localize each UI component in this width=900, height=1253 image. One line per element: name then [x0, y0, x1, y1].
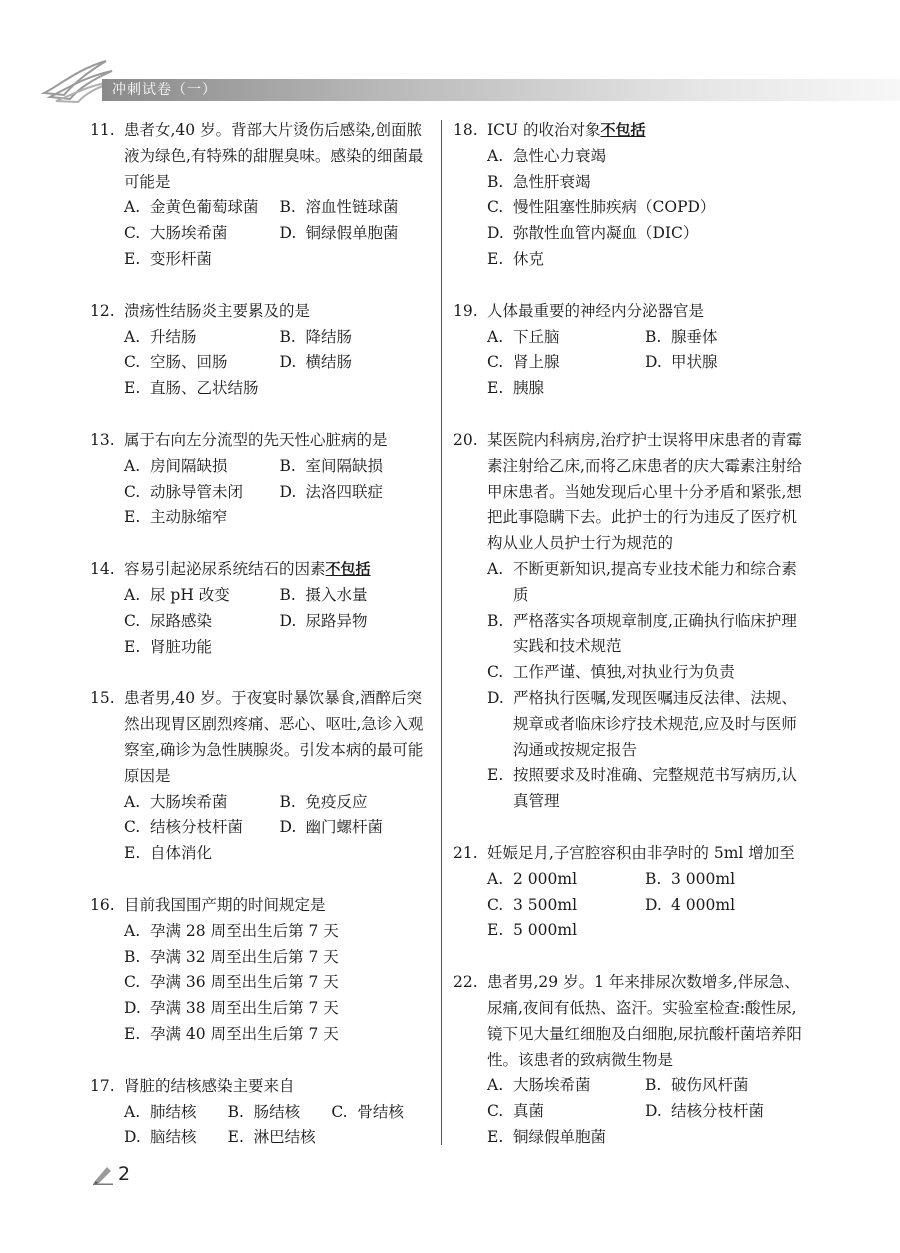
option-letter: C. [487, 1102, 504, 1121]
option-letter: D. [279, 611, 297, 630]
options-list [487, 867, 803, 944]
option-letter: A. [487, 869, 504, 888]
answer-option [124, 815, 280, 841]
answer-option [124, 480, 280, 506]
option-letter: C. [124, 353, 141, 372]
answer-option [487, 893, 645, 919]
option-letter: D. [487, 224, 504, 243]
answer-option [124, 247, 280, 273]
answer-option [124, 1100, 228, 1126]
question-item [453, 118, 803, 273]
option-text: 下丘脑 [513, 327, 560, 346]
answer-option [487, 918, 645, 944]
answer-option [124, 583, 280, 609]
answer-option [487, 867, 645, 893]
option-text: 破伤风杆菌 [671, 1076, 749, 1095]
option-text: 结核分枝杆菌 [671, 1102, 765, 1121]
answer-option [124, 221, 280, 247]
question-text [124, 428, 435, 454]
question-text [487, 428, 803, 557]
options-list [124, 454, 435, 531]
question-item [90, 118, 435, 273]
option-letter: B. [124, 947, 141, 966]
option-text: 急性肝衰竭 [513, 172, 591, 191]
answer-option [280, 454, 436, 480]
option-letter: D. [124, 1128, 141, 1147]
answer-option [124, 454, 280, 480]
page-header [40, 55, 860, 105]
option-letter: E. [487, 379, 504, 398]
option-text: 空肠、回肠 [150, 353, 228, 372]
answer-option [487, 1099, 645, 1125]
answer-option [124, 609, 280, 635]
question-stem-text: 肾脏的结核感染主要来自 [124, 1076, 295, 1095]
answer-option [124, 1125, 228, 1151]
option-letter: A. [124, 921, 141, 940]
option-text: 主动脉缩窄 [150, 508, 228, 527]
option-letter: C. [124, 611, 141, 630]
option-letter: E. [124, 637, 141, 656]
options-list [487, 325, 803, 402]
option-text: 3 500ml [513, 895, 578, 914]
option-letter: A. [124, 1102, 141, 1121]
answer-option [124, 350, 280, 376]
answer-option [124, 325, 280, 351]
option-text: 4 000ml [671, 895, 736, 914]
option-letter: D. [645, 1102, 662, 1121]
question-stem-text: 患者男,29 岁。1 年来排尿次数增多,伴尿急、尿痛,夜间有低热、盗汗。实验室检查:酸性尿,镜下见大量红细胞及白细胞,尿抗酸杆菌培养阳性。该患者的致病微生物是 [487, 973, 802, 1069]
option-letter: C. [487, 353, 504, 372]
answer-option [487, 376, 645, 402]
option-text: 弥散性血管内凝血（DIC） [513, 224, 699, 243]
option-text: 大肠埃希菌 [150, 224, 228, 243]
question-stem [90, 428, 435, 454]
answer-option [124, 505, 280, 531]
option-text: 2 000ml [513, 869, 578, 888]
option-text: 急性心力衰竭 [513, 146, 607, 165]
option-text: 自体消化 [150, 844, 213, 863]
option-text: 腺垂体 [671, 327, 718, 346]
answer-option [645, 350, 803, 376]
option-letter: E. [124, 508, 141, 527]
option-text: 肾上腺 [513, 353, 560, 372]
question-item [453, 299, 803, 402]
question-stem-text: 属于右向左分流型的先天性心脏病的是 [124, 430, 388, 449]
question-item [90, 299, 435, 402]
option-text: 肾脏功能 [150, 637, 213, 656]
answer-option [487, 660, 803, 686]
question-text [124, 557, 435, 583]
option-letter: A. [124, 327, 141, 346]
question-item [90, 686, 435, 867]
right-column [453, 118, 803, 1177]
option-letter: B. [645, 1076, 662, 1095]
option-text: 降结肠 [305, 327, 353, 346]
option-text: 肺结核 [150, 1102, 197, 1121]
question-stem [90, 118, 435, 195]
option-letter: A. [487, 1076, 504, 1095]
question-text [487, 118, 803, 144]
option-letter: C. [331, 1102, 348, 1121]
options-list [124, 1100, 435, 1152]
option-letter: C. [487, 895, 504, 914]
question-number: 19. [453, 301, 478, 320]
answer-option [124, 945, 435, 971]
answer-option [487, 1125, 645, 1151]
option-text: 铜绿假单胞菌 [305, 224, 399, 243]
question-item [453, 841, 803, 944]
question-stem [90, 1074, 435, 1100]
question-text [487, 970, 803, 1073]
option-letter: A. [487, 146, 504, 165]
option-letter: B. [645, 869, 662, 888]
answer-option [487, 144, 803, 170]
question-text [124, 118, 435, 195]
question-stem [90, 893, 435, 919]
answer-option [124, 195, 280, 221]
answer-option [487, 195, 803, 221]
option-text: 摄入水量 [305, 585, 368, 604]
option-letter: E. [124, 379, 141, 398]
answer-option [331, 1100, 435, 1126]
question-item [90, 428, 435, 531]
answer-option [487, 763, 803, 815]
answer-option [487, 247, 803, 273]
option-text: 严格执行医嘱,发现医嘱违反法律、法规、规章或者临床诊疗技术规范,应及时与医师沟通或按规定报告 [513, 688, 797, 759]
option-text: 升结肠 [150, 327, 197, 346]
answer-option [280, 195, 436, 221]
option-text: 甲状腺 [671, 353, 718, 372]
answer-option [487, 1073, 645, 1099]
option-letter: D. [487, 688, 504, 707]
question-stem [453, 118, 803, 144]
answer-option [280, 815, 436, 841]
question-number: 12. [90, 301, 115, 320]
options-list [124, 919, 435, 1048]
question-stem-text: 溃疡性结肠炎主要累及的是 [124, 301, 311, 320]
option-letter: B. [279, 327, 296, 346]
option-text: 慢性阻塞性肺疾病（COPD） [513, 198, 716, 217]
question-number: 11. [90, 121, 115, 139]
option-text: 骨结核 [357, 1102, 404, 1121]
option-text: 大肠埃希菌 [150, 792, 228, 811]
options-list [124, 195, 435, 272]
option-text: 工作严谨、慎独,对执业行为负责 [513, 663, 735, 682]
question-number: 20. [453, 430, 478, 449]
option-text: 按照要求及时准确、完整规范书写病历,认真管理 [513, 766, 797, 811]
answer-option [124, 1022, 435, 1048]
option-text: 尿路感染 [150, 611, 213, 630]
question-stem-text: 人体最重要的神经内分泌器官是 [487, 301, 705, 320]
option-letter: E. [124, 844, 141, 863]
question-item [453, 428, 803, 815]
question-number: 16. [90, 895, 115, 914]
option-text: 铜绿假单胞菌 [513, 1127, 607, 1146]
question-number: 14. [90, 560, 115, 579]
option-letter: B. [279, 456, 296, 475]
option-letter: C. [487, 198, 504, 217]
question-item [90, 893, 435, 1048]
option-text: 幽门螺杆菌 [305, 818, 384, 837]
question-number: 22. [453, 973, 478, 992]
question-item [90, 557, 435, 660]
option-letter: E. [487, 249, 504, 268]
question-stem-text: 妊娠足月,子宫腔容积由非孕时的 5ml 增加至 [487, 843, 795, 862]
option-text: 室间隔缺损 [305, 456, 384, 475]
option-letter: B. [227, 1102, 244, 1121]
question-text [124, 893, 435, 919]
option-text: 不断更新知识,提高专业技术能力和综合素质 [513, 559, 797, 604]
answer-option [280, 790, 436, 816]
answer-option [124, 970, 435, 996]
option-text: 孕满 38 周至出生后第 7 天 [150, 999, 339, 1018]
option-letter: B. [487, 172, 504, 191]
question-stem-text: 容易引起泌尿系统结石的因素 [124, 560, 326, 579]
options-list [124, 583, 435, 660]
answer-option [124, 919, 435, 945]
answer-option [487, 170, 803, 196]
question-stem [453, 970, 803, 1073]
section-title: 冲刺试卷（一） [112, 82, 217, 98]
question-stem [90, 557, 435, 583]
option-text: 结核分枝杆菌 [150, 818, 244, 837]
page-footer [92, 1163, 130, 1185]
options-list [487, 1073, 803, 1150]
option-text: 尿 pH 改变 [150, 585, 230, 604]
option-text: 孕满 32 周至出生后第 7 天 [150, 947, 339, 966]
option-letter: B. [279, 585, 296, 604]
question-stem [90, 299, 435, 325]
answer-option [645, 1073, 803, 1099]
option-text: 胰腺 [513, 379, 545, 398]
question-number: 18. [453, 121, 478, 139]
answer-option [645, 325, 803, 351]
option-letter: C. [124, 973, 141, 992]
answer-option [487, 609, 803, 661]
option-letter: A. [487, 559, 504, 578]
option-text: 动脉导管未闭 [150, 482, 244, 501]
answer-option [124, 790, 280, 816]
option-letter: C. [124, 818, 141, 837]
options-list [487, 144, 803, 273]
question-emphasis: 不包括 [600, 121, 646, 139]
question-stem-text: 患者女,40 岁。背部大片烫伤后感染,创面脓液为绿色,有特殊的甜腥臭味。感染的细菌最可能是 [124, 121, 424, 191]
answer-option [487, 350, 645, 376]
option-letter: D. [645, 895, 662, 914]
question-stem [453, 299, 803, 325]
option-letter: D. [279, 482, 297, 501]
option-letter: D. [279, 353, 297, 372]
answer-option [645, 893, 803, 919]
option-letter: D. [645, 353, 662, 372]
option-text: 脑结核 [150, 1128, 197, 1147]
question-item [90, 1074, 435, 1151]
option-letter: B. [279, 792, 296, 811]
answer-option [124, 635, 280, 661]
option-letter: A. [124, 198, 141, 217]
option-text: 严格落实各项规章制度,正确执行临床护理实践和技术规范 [513, 611, 797, 656]
option-text: 免疫反应 [305, 792, 368, 811]
answer-option [280, 609, 436, 635]
question-stem-text: 患者男,40 岁。于夜宴时暴饮暴食,酒醉后突然出现胃区剧烈疼痛、恶心、呕吐,急诊入观察室,确诊为急性胰腺炎。引发本病的最可能原因是 [124, 689, 424, 785]
option-letter: E. [124, 249, 141, 268]
option-letter: E. [487, 921, 504, 940]
option-text: 肠结核 [253, 1102, 301, 1121]
question-number: 15. [90, 689, 115, 708]
question-text [124, 1074, 435, 1100]
question-stem-text: 某医院内科病房,治疗护士误将甲床患者的青霉素注射给乙床,而将乙床患者的庆大霉素注射给甲床患者。当她发现后心里十分矛盾和紧张,想把此事隐瞒下去。此护士的行为违反了医疗机构从业人员护士行为规范的 [487, 430, 802, 553]
question-stem-text: ICU 的收治对象 [487, 121, 601, 139]
answer-option [280, 350, 436, 376]
question-number: 13. [90, 430, 115, 449]
option-letter: D. [279, 818, 297, 837]
answer-option [280, 583, 436, 609]
question-text [124, 686, 435, 789]
question-item [453, 970, 803, 1151]
option-letter: A. [124, 792, 141, 811]
option-letter: B. [487, 611, 504, 630]
option-text: 法洛四联症 [305, 482, 384, 501]
option-text: 淋巴结核 [253, 1128, 316, 1147]
option-letter: C. [124, 482, 141, 501]
question-emphasis: 不包括 [325, 560, 371, 579]
option-text: 溶血性链球菌 [305, 198, 399, 217]
answer-option [487, 686, 803, 763]
option-text: 大肠埃希菌 [513, 1076, 591, 1095]
option-text: 孕满 28 周至出生后第 7 天 [150, 921, 339, 940]
option-text: 尿路异物 [305, 611, 368, 630]
question-text [487, 299, 803, 325]
answer-option [228, 1100, 332, 1126]
options-list [124, 790, 435, 867]
answer-option [280, 221, 436, 247]
option-letter: B. [645, 327, 662, 346]
option-letter: E. [487, 1127, 504, 1146]
answer-option [487, 325, 645, 351]
left-column [90, 118, 435, 1177]
options-list [487, 557, 803, 815]
column-divider [441, 120, 442, 1145]
option-letter: B. [279, 198, 296, 217]
option-text: 5 000ml [513, 921, 578, 940]
answer-option [487, 557, 803, 609]
option-text: 直肠、乙状结肠 [150, 379, 259, 398]
option-text: 横结肠 [305, 353, 353, 372]
option-letter: E. [124, 1024, 141, 1043]
option-text: 房间隔缺损 [150, 456, 228, 475]
answer-option [124, 841, 280, 867]
question-text [124, 299, 435, 325]
option-text: 孕满 40 周至出生后第 7 天 [150, 1024, 339, 1043]
answer-option [124, 376, 280, 402]
answer-option [124, 996, 435, 1022]
answer-option [645, 1099, 803, 1125]
option-letter: D. [279, 224, 297, 243]
answer-option [645, 867, 803, 893]
question-stem-text: 目前我国围产期的时间规定是 [124, 895, 326, 914]
option-text: 休克 [513, 249, 545, 268]
option-text: 真菌 [513, 1102, 545, 1121]
answer-option [487, 221, 803, 247]
question-number: 17. [90, 1076, 115, 1095]
question-stem [453, 428, 803, 557]
question-text [487, 841, 803, 867]
answer-option [280, 325, 436, 351]
option-letter: A. [124, 585, 141, 604]
option-letter: C. [124, 224, 141, 243]
option-letter: A. [487, 327, 504, 346]
option-text: 孕满 36 周至出生后第 7 天 [150, 973, 339, 992]
option-letter: D. [124, 999, 141, 1018]
option-letter: C. [487, 663, 504, 682]
page-number: 2 [118, 1163, 131, 1185]
option-text: 变形杆菌 [150, 249, 213, 268]
answer-option [228, 1125, 332, 1151]
option-text: 3 000ml [671, 869, 736, 888]
question-stem [453, 841, 803, 867]
pen-icon [92, 1163, 114, 1185]
option-letter: E. [227, 1128, 244, 1147]
option-text: 金黄色葡萄球菌 [150, 198, 259, 217]
options-list [124, 325, 435, 402]
option-letter: A. [124, 456, 141, 475]
question-number: 21. [453, 843, 478, 862]
option-letter: E. [487, 766, 504, 785]
question-stem [90, 686, 435, 789]
header-bar [102, 79, 900, 101]
answer-option [280, 480, 436, 506]
